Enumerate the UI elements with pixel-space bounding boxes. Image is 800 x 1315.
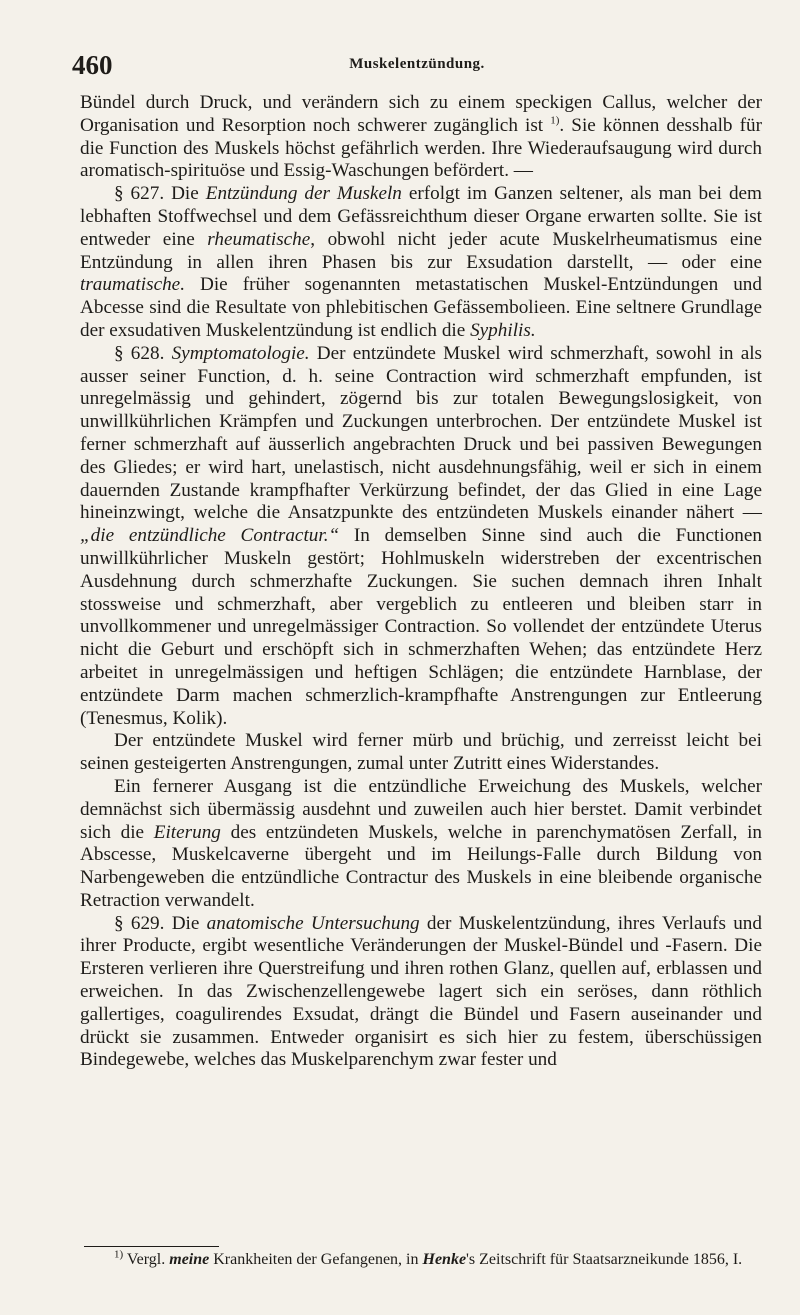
text-span: In demselben Sinne sind auch die Functionen unwillkührlicher Muskeln gestört; Hohlmuskeln widerstreben der excentrischen Ausdehnung durch schmerzhafte Zuckungen. Sie suchen demnach ihren Inhalt stossweise und schmerzhaft, aber vergeblich zu entleeren und bleiben starr in unvollkommener und unregelmässiger Contraction. So vollendet der entzündete Uterus nicht die Geburt und erschöpft sich in schmerzhaften Wehen; das entzündete Herz arbeitet in unregelmässigen und heftigen Schlägen; die entzündete Harnblase, der entzündete Darm machen schmerzlich-krampfhafte Anstrengungen zur Entleerung (Tenesmus, Kolik). xyxy=(80,525,762,729)
italic-text: anatomische Untersuchung xyxy=(206,912,420,934)
paragraph xyxy=(80,92,762,183)
footnote-marker: 1) xyxy=(114,1248,124,1261)
italic-text: traumatische. xyxy=(80,274,185,296)
text-span: . Sie können desshalb für die Function des Muskels höchst gefährlich werden. Ihre Wiederaufsaugung wird durch aromatisch-spirituöse und Essig-Waschungen befördert. — xyxy=(80,114,762,182)
text-span: Die früher sogenannten metastatischen Muskel-Entzündungen und Abcesse sind die Resultate von phlebitischen Gefässembolieen. Eine seltnere Grundlage der exsudativen Muskelentzündung ist endlich die xyxy=(80,274,762,341)
paragraph xyxy=(80,776,762,913)
italic-text: Symptomatologie. xyxy=(171,342,310,364)
running-title: Muskelentzündung. xyxy=(349,56,485,72)
text-span: Vergl. xyxy=(123,1251,170,1268)
footnote-marker: 1) xyxy=(550,114,560,127)
footnote xyxy=(80,1250,762,1270)
footnote-text xyxy=(80,1250,762,1270)
italic-text: Eiterung xyxy=(153,821,221,843)
text-span: Der entzündete Muskel wird ferner mürb und brüchig, und zerreisst leicht bei seinen gesteigerten Anstrengungen, zumal unter Zutritt eines Widerstandes. xyxy=(80,730,762,775)
text-span: § 628. xyxy=(114,342,172,364)
text-span: Bündel durch Druck, und verändern sich zu einem speckigen Callus, welcher der Organisation und Resorption noch schwerer zugänglich ist xyxy=(80,92,762,136)
italic-text: „die entzündliche Contractur.“ xyxy=(80,525,340,547)
italic-text: rheumatische xyxy=(207,228,311,250)
emphasized-text: meine xyxy=(169,1251,210,1268)
text-span: Der entzündete Muskel wird schmerzhaft, sowohl in als ausser seiner Function, d. h. seine Contraction wird schmerzhaft empfunden, ist unregelmässig und gehindert, zögernd bis zur totalen Bewegungslosigkeit, von unwillkührlichen Krämpfen und Zuckungen unterbrochen. Der entzündete Muskel ist ferner schmerzhaft auf äusserlich angebrachten Druck und bei passiven Bewegungen des Gliedes; er wird hart, unelastisch, nicht ausdehnungsfähig, weil er sich in einem dauernden Zustande krampfhafter Verkürzung befindet, der das Glied in eine Lage hineinzwingt, welche die Ansatzpunkte des entzündeten Muskels einander nähert — xyxy=(80,342,763,524)
text-span: , obwohl nicht jeder acute Muskelrheumatismus eine Entzündung in allen ihren Phasen bis zur Exsudation darstellt, — oder eine xyxy=(80,228,762,273)
paragraph xyxy=(80,730,762,776)
paragraph xyxy=(80,913,762,1073)
page-number: 460 xyxy=(72,50,113,80)
text-span: Ein fernerer Ausgang ist die entzündliche Erweichung des Muskels, welcher demnächst sich übermässig ausdehnt und zuweilen auch hier berstet. Damit verbindet sich die xyxy=(80,775,762,843)
text-span: 's Zeitschrift für Staatsarzneikunde 1856, I. xyxy=(466,1251,743,1268)
text-span: erfolgt im Ganzen seltener, als man bei dem lebhaften Stoffwechsel und dem Gefässreichthum dieser Organe erwarten sollte. Sie ist entweder eine xyxy=(80,183,762,250)
emphasized-text: Henke xyxy=(422,1251,467,1268)
page-header xyxy=(72,50,762,90)
footnote-rule xyxy=(84,1246,219,1247)
paragraph xyxy=(80,343,762,731)
text-span: der Muskelentzündung, ihres Verlaufs und ihrer Producte, ergibt wesentliche Veränderungen der Muskel-Bündel und -Fasern. Die Ersteren verlieren ihre Querstreifung und ihren rothen Glanz, quellen auf, erblassen und erweichen. In das Zwischenzellengewebe lagert sich ein seröses, dann röthlich gallertiges, coagulirendes Exsudat, drängt die Bündel und Fasern auseinander und drückt sie zusammen. Entweder organisirt es sich hier zu festem, überschüssigen Bindegewebe, welches das Muskelparenchym zwar fester und xyxy=(80,912,762,1071)
paragraph xyxy=(80,183,762,343)
text-span: des entzündeten Muskels, welche in parenchymatösen Zerfall, in Abscesse, Muskelcaverne übergeht und im Heilungs-Falle durch Bildung von Narbengeweben die entzündliche Contractur des Muskels in eine bleibende organische Retraction verwandelt. xyxy=(80,821,762,911)
italic-text: Entzündung der Muskeln xyxy=(205,183,402,205)
text-span: § 629. Die xyxy=(114,912,207,934)
italic-text: Syphilis. xyxy=(470,319,536,341)
body-text xyxy=(80,92,762,1072)
text-span: § 627. Die xyxy=(114,183,206,205)
text-span: Krankheiten der Gefangenen, in xyxy=(209,1251,423,1268)
